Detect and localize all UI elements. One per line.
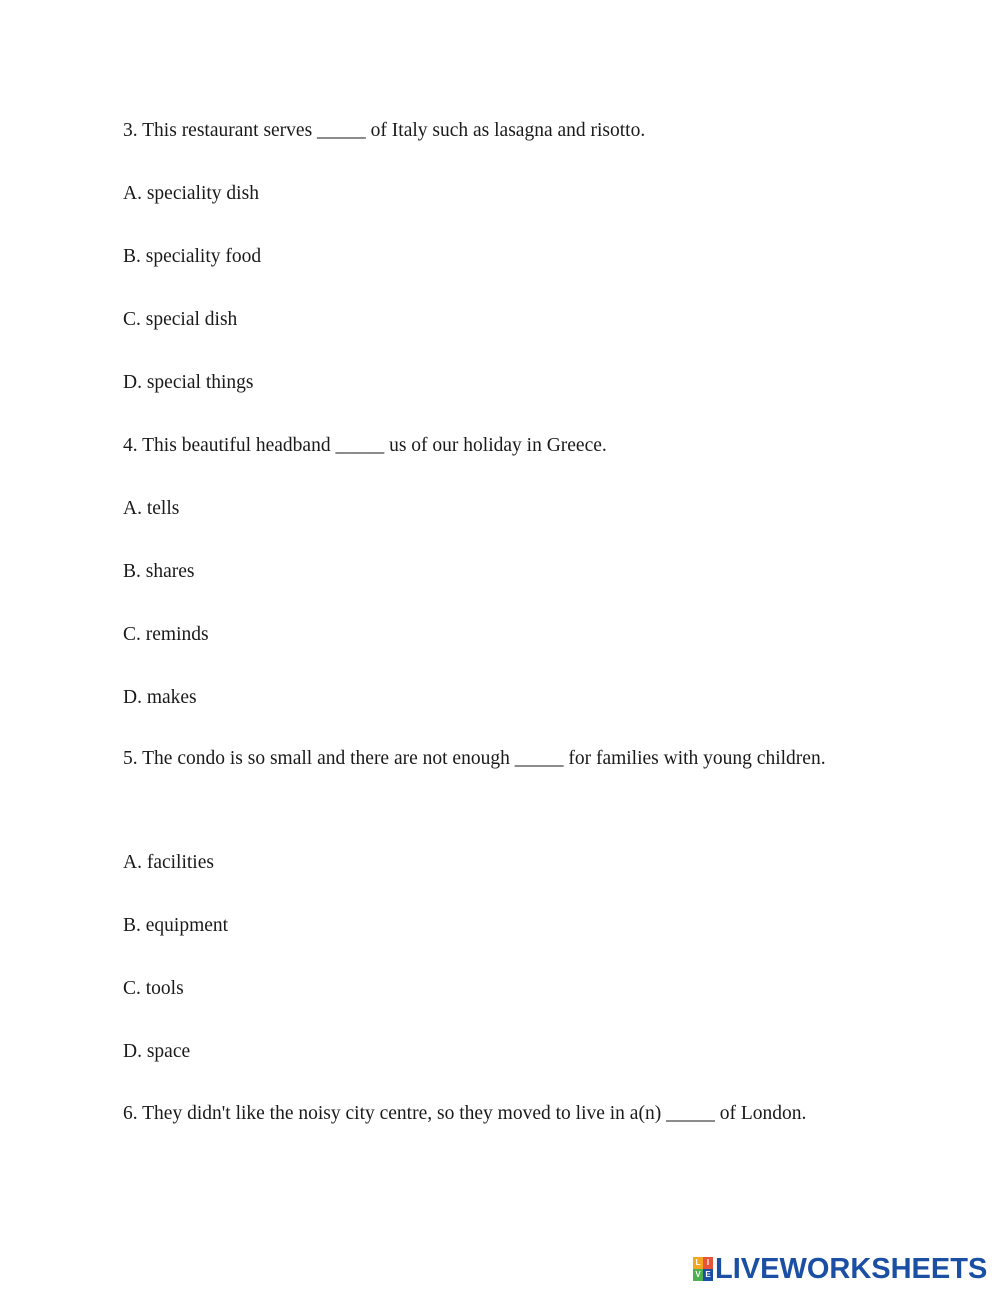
- question-3-stem: 3. This restaurant serves _____ of Italy such as lasagna and risotto.: [123, 120, 646, 141]
- question-4-option-b: B. shares: [123, 561, 195, 582]
- question-5-option-d: D. space: [123, 1041, 191, 1062]
- question-4-option-d: D. makes: [123, 687, 197, 708]
- liveworksheets-logo: [693, 1254, 987, 1284]
- question-5-option-c: C. tools: [123, 978, 184, 999]
- question-3-option-a: A. speciality dish: [123, 183, 259, 204]
- liveworksheets-logo-mark: [693, 1257, 713, 1281]
- question-3-option-c: C. special dish: [123, 309, 238, 330]
- question-5-stem: 5. The condo is so small and there are not enough _____ for families with young children.: [123, 748, 826, 769]
- logo-mark-tile-4: E: [703, 1269, 713, 1281]
- question-4-option-c: C. reminds: [123, 624, 209, 645]
- question-4-stem: 4. This beautiful headband _____ us of our holiday in Greece.: [123, 435, 607, 456]
- logo-mark-tile-3: V: [693, 1269, 703, 1281]
- question-5-option-a: A. facilities: [123, 852, 214, 873]
- logo-mark-tile-1: L: [693, 1257, 703, 1269]
- logo-mark-tile-2: I: [703, 1257, 713, 1269]
- liveworksheets-logo-text: LIVEWORKSHEETS: [715, 1253, 988, 1285]
- question-5-option-b: B. equipment: [123, 915, 229, 936]
- question-3-option-b: B. speciality food: [123, 246, 262, 267]
- question-4-option-a: A. tells: [123, 498, 180, 519]
- question-3-option-d: D. special things: [123, 372, 254, 393]
- question-6-stem: 6. They didn't like the noisy city centre, so they moved to live in a(n) _____ of London.: [123, 1103, 807, 1124]
